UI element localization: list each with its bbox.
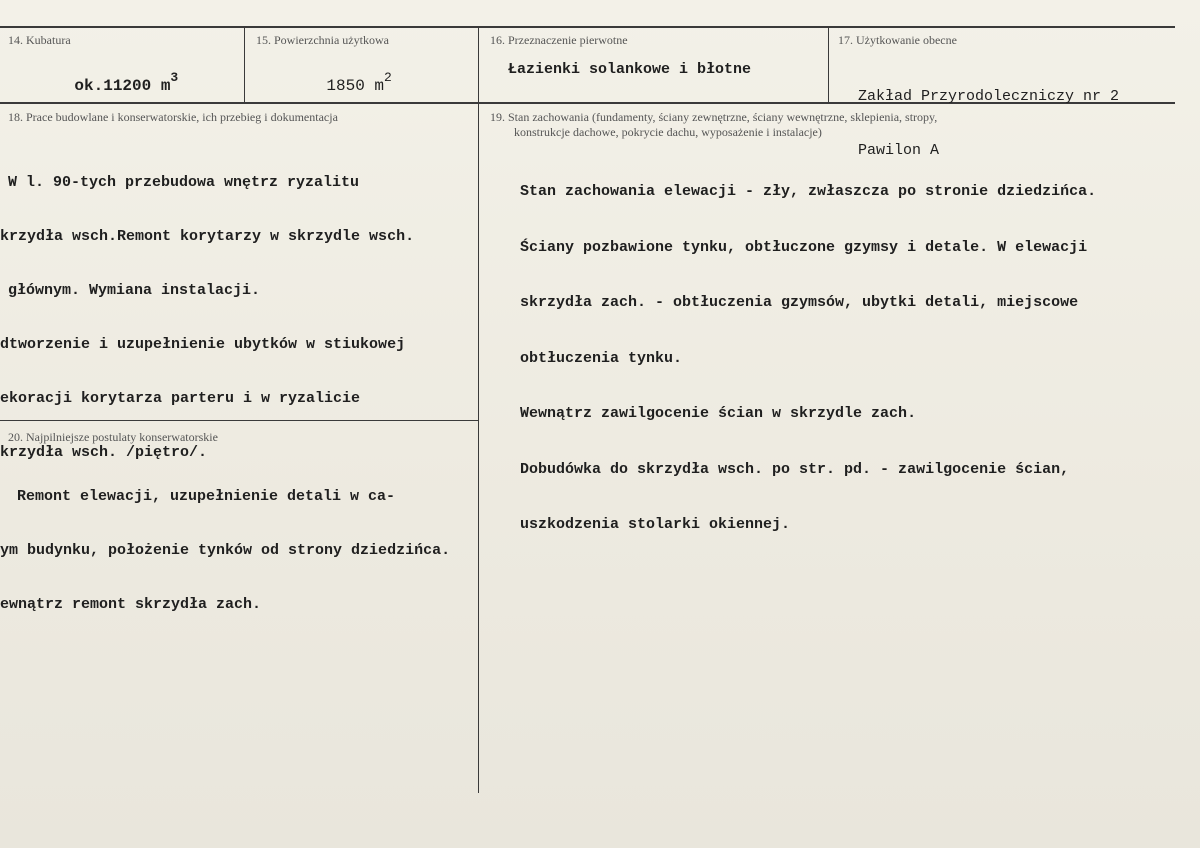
- field19-line: uszkodzenia stolarki okiennej.: [520, 516, 791, 533]
- main-column-divider: [478, 103, 479, 793]
- field18-line: krzydła wsch.Remont korytarzy w skrzydle wsch.: [0, 228, 415, 245]
- field17-line: Zakład Przyrodoleczniczy nr 2: [858, 88, 1120, 105]
- field20-line: Remont elewacji, uzupełnienie detali w ca-: [8, 488, 396, 505]
- field15-label: 15. Powierzchnia użytkowa: [256, 33, 389, 47]
- divider-16-17: [828, 27, 829, 103]
- field19-line: Dobudówka do skrzydła wsch. po str. pd. - zawilgocenie ścian,: [520, 460, 1070, 478]
- field19-line: Wewnątrz zawilgocenie ścian w skrzydle zach.: [520, 405, 917, 422]
- field14-value: [36, 59, 178, 113]
- field20-line: ewnątrz remont skrzydła zach.: [0, 596, 262, 613]
- field15-value: [288, 59, 392, 113]
- field19-line: obtłuczenia tynku.: [520, 349, 683, 367]
- field18-line: W l. 90-tych przebudowa wnętrz ryzalitu: [8, 174, 360, 191]
- field20-label: 20. Najpilniejsze postulaty konserwatorskie: [8, 430, 218, 444]
- field17-line: Pawilon A: [858, 142, 940, 159]
- field16-label: 16. Przeznaczenie pierwotne: [490, 33, 628, 47]
- field19-text: [520, 146, 1096, 572]
- field16-value: Łazienki solankowe i błotne: [508, 61, 752, 78]
- field19-label: [490, 110, 937, 140]
- field14-unit-exponent: 3: [170, 70, 179, 85]
- field20-text: [0, 452, 450, 650]
- field18-label: 18. Prace budowlane i konserwatorskie, ich przebieg i dokumentacja: [8, 110, 338, 124]
- field19-label-line: 19. Stan zachowania (fundamenty, ściany zewnętrzne, ściany wewnętrzne, sklepienia, stropy,: [490, 110, 938, 124]
- field18-line: ekoracji korytarza parteru i w ryzalicie: [0, 390, 361, 407]
- field17-label: 17. Użytkowanie obecne: [838, 33, 957, 47]
- field18-line: dtworzenie i uzupełnienie ubytków w stiukowej: [0, 336, 406, 353]
- field19-line: Stan zachowania elewacji - zły, zwłaszcza po stronie dziedzińca.: [520, 183, 1097, 200]
- field19-line: skrzydła zach. - obtłuczenia gzymsów, ubytki detali, miejscowe: [520, 294, 1079, 311]
- field19-line: Ściany pozbawione tynku, obtłuczone gzymsy i detale. W elewacji: [520, 238, 1088, 256]
- field18-line: głównym. Wymiana instalacji.: [8, 282, 261, 299]
- top-row-top-border: [0, 26, 1175, 28]
- field14-value-text: ok.11200 m: [74, 77, 171, 95]
- field19-label-line: konstrukcje dachowe, pokrycie dachu, wyposażenie i instalacje): [514, 125, 822, 139]
- field18-line: krzydła wsch. /piętro/.: [0, 444, 208, 461]
- field15-unit-exponent: 2: [384, 70, 392, 85]
- field14-label: 14. Kubatura: [8, 33, 71, 47]
- divider-15-16: [478, 27, 479, 103]
- field15-value-text: 1850 m: [326, 77, 385, 95]
- field20-line: ym budynku, położenie tynków od strony dziedzińca.: [0, 542, 451, 559]
- divider-14-15: [244, 27, 245, 103]
